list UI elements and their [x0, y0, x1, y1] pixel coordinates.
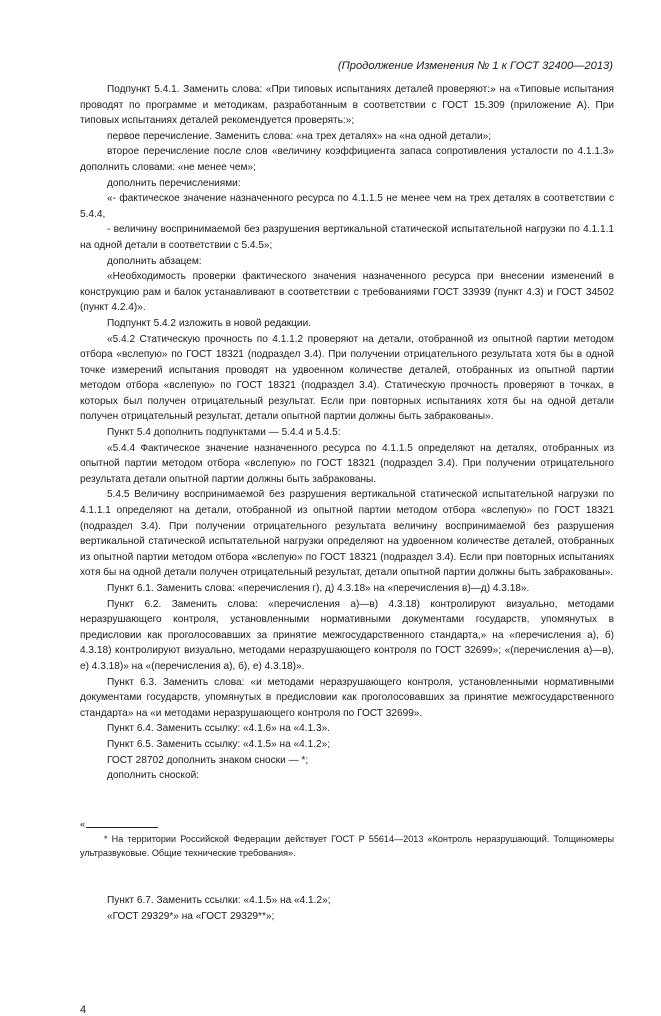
paragraph: Пункт 5.4 дополнить подпунктами — 5.4.4 и 5.4.5:	[107, 427, 341, 439]
footnote-block	[80, 819, 614, 860]
footnote-separator	[80, 819, 614, 831]
footnote-open-quote: «	[80, 818, 86, 829]
paragraph: Пункт 6.4. Заменить ссылку: «4.1.6» на «4.1.3».	[107, 723, 331, 735]
paragraph: ГОСТ 28702 дополнить знаком сноски — *;	[107, 754, 309, 766]
paragraph: - величину воспринимаемой без разрушения вертикальной статической испытательной нагрузки по 4.1.1.1 на одной детали в соответствии с 5.4.5»;	[80, 224, 614, 251]
paragraph: Пункт 6.5. Заменить ссылку: «4.1.5» на «4.1.2»;	[107, 738, 331, 750]
page-number: 4	[80, 1004, 87, 1016]
paragraph: «5.4.4 Фактическое значение назначенного ресурса по 4.1.1.5 определяют на деталях, отобранных из опытной партии методом отбора «вслепую» по ГОСТ 18321 (подраздел 3.4). При получении отрицательного результата детали опытной партии должны быть забракованы.	[80, 442, 614, 485]
paragraph: первое перечисление. Заменить слова: «на трех деталях» на «на одной детали»;	[107, 130, 492, 142]
paragraph: второе перечисление после слов «величину коэффициента запаса сопротивления усталости по 4.1.1.3» дополнить словами: «не менее чем»;	[80, 146, 614, 173]
document-body-continued	[80, 893, 614, 924]
paragraph: 5.4.5 Величину воспринимаемой без разрушения вертикальной статической испытательной нагрузки по 4.1.1.1 определяют на детали, отобранной из опытной партии методом отбора «вслепую» по ГОСТ 18321 (подраздел 3.4). При получении отрицательного результата величину воспринимаемой без разрушения вертикальной статической испытательной нагрузки определяют на удвоенном количестве деталей, отобранных из опытной партии методом отбора «вслепую» по ГОСТ 18321 (подраздел 3.4). Если при повторных испытаниях хотя бы на одной детали получен отрицательный результат, детали опытной партии должны быть забракованы».	[80, 489, 614, 579]
paragraph: Пункт 6.2. Заменить слова: «перечисления а)—в) 4.3.18) контролируют визуально, методами неразрушающего контроля, установленными нормативными документами государств, упомянутых в предисловии как проголосовавших за принятие межгосударственного стандарта,» на «перечисления а), б) 4.3.18) контролируют визуально, методами неразрушающего контроля по ГОСТ 32699»; «(перечисления а)—в), е) 4.3.18)» на «(перечисления а), б), е) 4.3.18)».	[80, 598, 614, 672]
paragraph: Пункт 6.1. Заменить слова: «перечисления г), д) 4.3.18» на «перечисления в)—д) 4.3.18».	[107, 583, 530, 594]
footnote-text: * На территории Российской Федерации действует ГОСТ Р 55614—2013 «Контроль неразрушающий. Толщиномеры ультразвуковые. Общие технические требования».	[80, 834, 614, 859]
paragraph: Подпункт 5.4.2 изложить в новой редакции.	[107, 317, 312, 329]
paragraph: «5.4.2 Статическую прочность по 4.1.1.2 проверяют на детали, отобранной из опытной партии методом отбора «вслепую» по ГОСТ 18321 (подраздел 3.4). При получении отрицательного результата хотя бы в одной точке измерений испытания проводят на удвоенном количестве деталей, отобранных из опытной партии методом отбора «вслепую» по ГОСТ 18321 (подраздел 3.4). Статическую прочность проверяют в точках, в которых был получен отрицательный результат. Если при повторных испытаниях хотя бы на одной детали получен отрицательный результат, детали опытной партии должны быть забракованы».	[80, 333, 614, 423]
paragraph: «Необходимость проверки фактического значения назначенного ресурса при внесении изменений в конструкцию рам и балок устанавливают в соответствии с требованиями ГОСТ 33939 (пункт 4.3) и ГОСТ 34502 (пункт 4.2.4)».	[80, 271, 614, 314]
paragraph: «- фактическое значение назначенного ресурса по 4.1.1.5 не менее чем на трех деталях в соответствии с 5.4.4,	[80, 193, 614, 220]
page-header: (Продолжение Изменения № 1 к ГОСТ 32400—2013)	[337, 60, 613, 72]
paragraph: Подпункт 5.4.1. Заменить слова: «При типовых испытаниях деталей проверяют:» на «Типовые испытания проводят по программе и методикам, разработанным в соответствии с ГОСТ 15.309 (приложение А). При типовых испытаниях деталей рекомендуется проверять:»;	[80, 84, 614, 127]
paragraph: Пункт 6.3. Заменить слова: «и методами неразрушающего контроля, установленными нормативными документами государств, упомянутых в предисловии как проголосовавших за принятие межгосударственного стандарта» на «и методами неразрушающего контроля по ГОСТ 32699».	[80, 676, 614, 719]
paragraph: дополнить сноской:	[107, 770, 200, 782]
document-body	[80, 82, 614, 784]
paragraph: дополнить абзацем:	[107, 255, 202, 267]
footnote-rule	[86, 827, 158, 828]
paragraph: дополнить перечислениями:	[107, 177, 241, 189]
paragraph: «ГОСТ 29329*» на «ГОСТ 29329**»;	[107, 910, 275, 922]
paragraph: Пункт 6.7. Заменить ссылки: «4.1.5» на «4.1.2»;	[107, 895, 331, 906]
